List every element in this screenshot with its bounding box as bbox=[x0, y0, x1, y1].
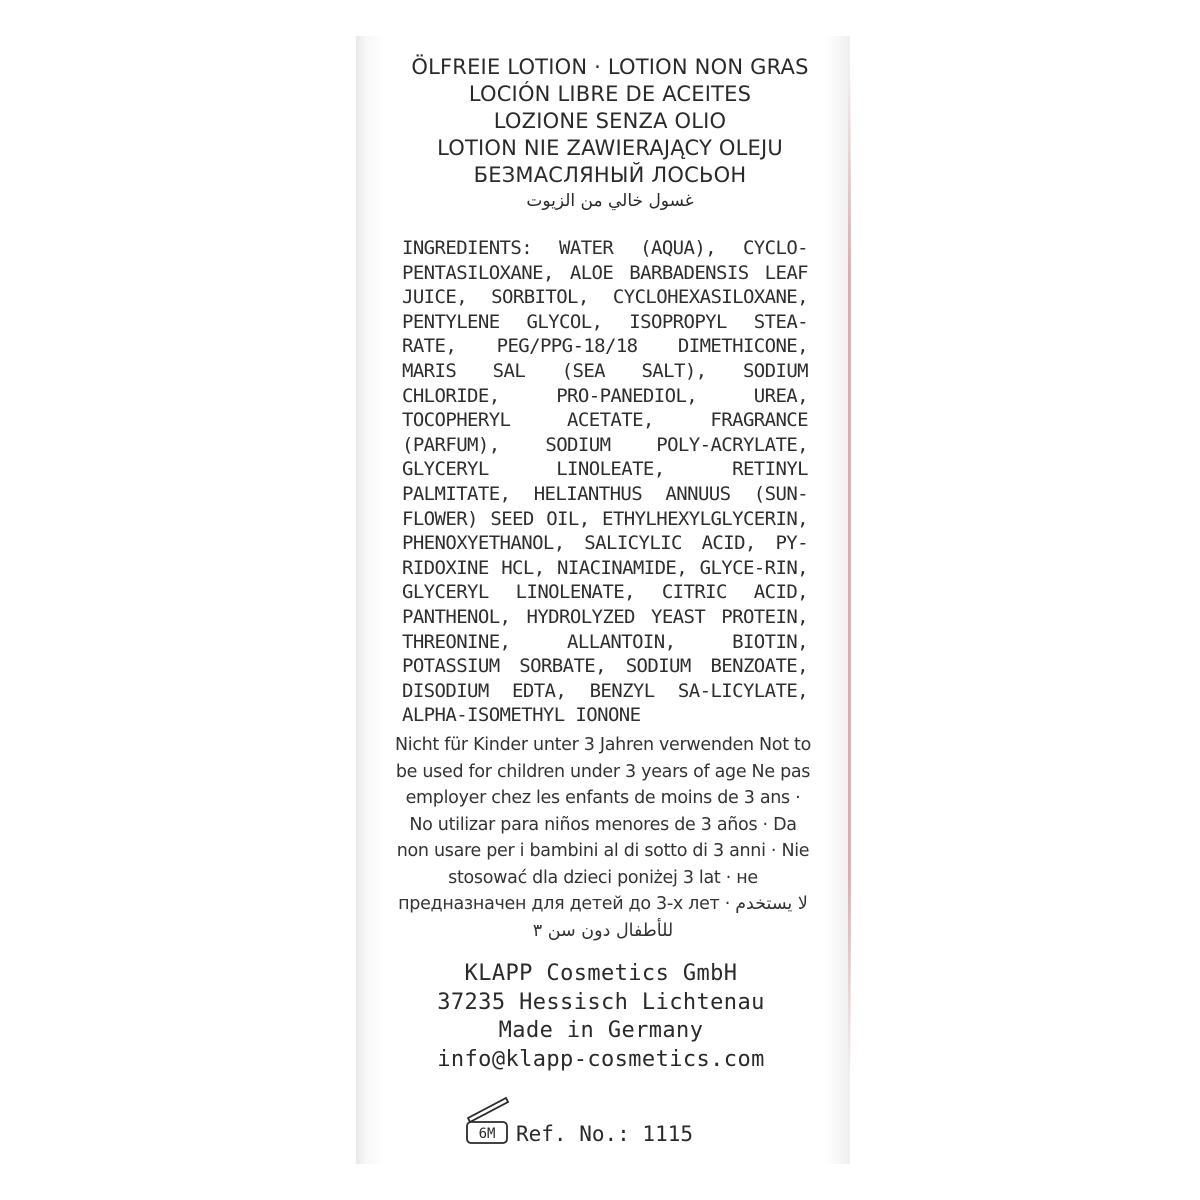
product-name-es: LOCIÓN LIBRE DE ACEITES bbox=[468, 82, 752, 106]
product-name-ar: غسول خالي من الزيوت bbox=[526, 191, 694, 211]
reference-number: Ref. No.: 1115 bbox=[516, 1122, 694, 1146]
country-of-origin: Made in Germany bbox=[498, 1018, 704, 1043]
child-warning bbox=[392, 732, 814, 944]
product-name-it: LOZIONE SENZA OLIO bbox=[493, 109, 727, 133]
child-warning-arabic: لا يستخدم للأطفال دون سن ٣ bbox=[532, 894, 808, 941]
ingredients-list: INGREDIENTS: WATER (AQUA), CYCLO-PENTASILOXANE, ALOE BARBADENSIS LEAF JUICE, SORBITOL, CYCLOHEXASILOXANE, PENTYLENE GLYCOL, ISOPROPYL STEA-RATE, PEG/PPG-18/18 DIMETHICONE, MARIS SAL (SEA SALT), SODIUM CHLORIDE, PRO-PANEDIOL, UREA, TOCOPHERYL ACETATE, FRAGRANCE (PARFUM), SODIUM POLY-ACRYLATE, GLYCERYL LINOLEATE, RETINYL PALMITATE, HELIANTHUS ANNUUS (SUN-FLOWER) SEED OIL, ETHYLHEXYLGLYCERIN, PHENOXYETHANOL, SALICYLIC ACID, PY-RIDOXINE HCL, NIACINAMIDE, GLYCE-RIN, GLYCERYL LINOLENATE, CITRIC ACID, PANTHENOL, HYDROLYZED YEAST PROTEIN, THREONINE, ALLANTOIN, BIOTIN, POTASSIUM SORBATE, SODIUM BENZOATE, DISODIUM EDTA, BENZYL SA-LICYLATE, ALPHA-ISOMETHYL IONONE bbox=[402, 237, 808, 727]
product-name-de-fr: ÖLFREIE LOTION · LOTION NON GRAS bbox=[411, 55, 809, 79]
company-name: KLAPP Cosmetics GmbH bbox=[464, 961, 738, 986]
open-jar-pao-icon bbox=[462, 1096, 514, 1146]
label-edge-red bbox=[848, 70, 851, 1070]
company-email: info@klapp-cosmetics.com bbox=[437, 1046, 765, 1072]
product-name-ru: БЕЗМАСЛЯНЫЙ ЛОСЬОН bbox=[473, 163, 747, 187]
product-names bbox=[380, 54, 840, 213]
pao-label: 6M bbox=[478, 1126, 496, 1142]
product-name-pl: LOTION NIE ZAWIERAJĄCY OLEJU bbox=[437, 136, 783, 160]
manufacturer-block bbox=[396, 960, 806, 1074]
child-warning-text: Nicht für Kinder unter 3 Jahren verwenden Not to be used for children under 3 years of age Ne pas employer chez les enfants de moins de 3 ans · No utilizar para niños menores de 3 años · Da non usare per i bambini al di sotto di 3 anni · Nie stosować dla dzieci poniżej 3 lat · не предназначен для детей до 3-х лет · bbox=[394, 735, 812, 914]
company-address: 37235 Hessisch Lichtenau bbox=[437, 989, 765, 1015]
